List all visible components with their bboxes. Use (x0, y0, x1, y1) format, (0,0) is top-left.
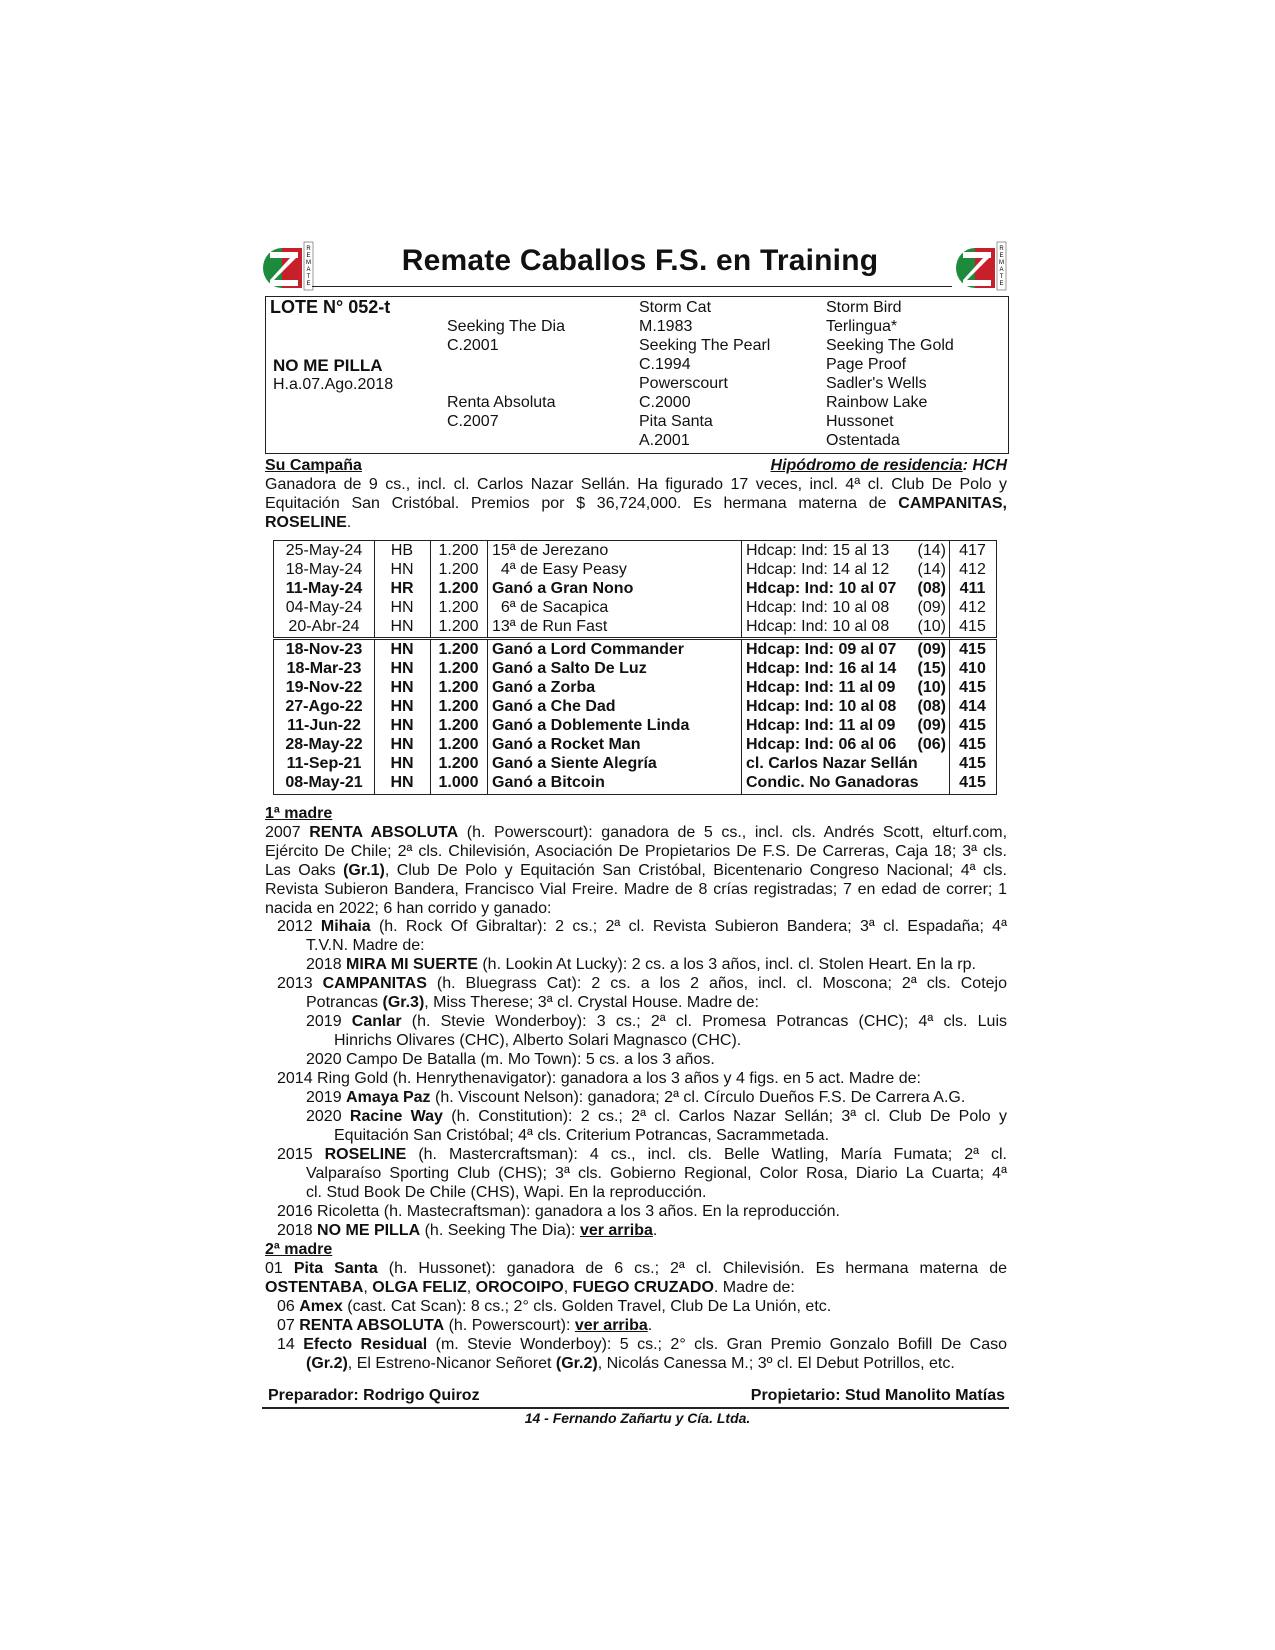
race-result: 6ª de Sacapica (492, 599, 609, 616)
race-row (274, 640, 996, 659)
svg-text:M: M (999, 260, 1004, 266)
dam-name: Renta Absoluta (447, 394, 556, 411)
race-cond: Condic. No Ganadoras (746, 774, 919, 791)
title-underline (312, 286, 952, 287)
race-field: (09) (917, 717, 946, 734)
text: (h. Powerscourt): (444, 1317, 575, 1334)
pedigree-g3: C.2000 (639, 394, 691, 411)
text: (cast. Cat Scan): 8 cs.; 2° cls. Golden Travel, Club De La Unión, etc. (342, 1298, 832, 1315)
name: OROCOIPO (475, 1279, 564, 1296)
grade: (Gr.3) (382, 994, 425, 1011)
wins-table (273, 639, 997, 795)
year: 2012 (277, 918, 321, 935)
text: (h. Rock Of Gibraltar): 2 cs.; 2ª cl. Revista Subieron Bandera; 3ª cl. Espadaña; 4ª (370, 918, 1007, 935)
race-row (274, 735, 996, 754)
campaign-siblings: CAMPANITAS, ROSELINE (265, 495, 1007, 531)
race-track: HN (390, 599, 414, 616)
race-row (274, 659, 996, 678)
race-field: (09) (917, 599, 946, 616)
horse-info: H.a.07.Ago.2018 (273, 376, 394, 393)
offspring-text (306, 993, 759, 1012)
race-weight: 417 (959, 542, 986, 559)
year: 07 (277, 1317, 300, 1334)
race-cond: Hdcap: Ind: 10 al 08 (746, 618, 890, 635)
race-dist: 1.200 (438, 599, 479, 616)
race-weight: 415 (959, 618, 986, 635)
text: (h. Bluegrass Cat): 2 cs. a los 2 años, incl. cl. Moscona; 2ª cls. Cotejo (426, 975, 1007, 992)
race-cond: Hdcap: Ind: 06 al 06 (746, 736, 897, 753)
race-date: 18-May-24 (285, 561, 363, 578)
dam-name: RENTA ABSOLUTA (309, 824, 459, 841)
race-cond: Hdcap: Ind: 10 al 08 (746, 599, 890, 616)
second-dam-heading: 2ª madre (265, 1241, 333, 1258)
second-dam-siblings (265, 1278, 795, 1297)
race-track: HR (390, 580, 414, 597)
race-track: HN (390, 660, 414, 677)
race-cond: Hdcap: Ind: 11 al 09 (746, 679, 896, 696)
offspring-amaya (306, 1088, 965, 1107)
race-dist: 1.200 (438, 660, 479, 677)
sep: , (466, 1279, 476, 1296)
race-row (274, 617, 996, 636)
name: Amex (299, 1298, 343, 1315)
race-field: (08) (917, 698, 946, 715)
name: Mihaia (320, 918, 371, 935)
offspring-amex (277, 1297, 831, 1316)
race-weight: 415 (959, 736, 986, 753)
pedigree-g4: Sadler's Wells (826, 375, 927, 392)
name: OSTENTABA (265, 1279, 364, 1296)
second-dam-paragraph (265, 1259, 1007, 1278)
name: OLGA FELIZ (372, 1279, 467, 1296)
bottom-rule (262, 1407, 1009, 1409)
svg-text:E: E (999, 253, 1004, 259)
year: 2019 (306, 1089, 347, 1106)
race-cond: Hdcap: Ind: 16 al 14 (746, 660, 897, 677)
name: RENTA ABSOLUTA (299, 1317, 445, 1334)
race-result: Ganó a Lord Commander (492, 641, 685, 658)
race-track: HN (390, 717, 414, 734)
race-weight: 415 (959, 755, 986, 772)
text: . (652, 1222, 658, 1239)
grade: (Gr.1) (343, 862, 385, 879)
race-dist: 1.200 (438, 717, 479, 734)
year: 2020 (306, 1108, 350, 1125)
text: (h. Lookin At Lucky): 2 cs. a los 3 años, incl. cl. Stolen Heart. En la rp. (477, 956, 976, 973)
offspring-renta (277, 1316, 652, 1335)
race-date: 11-Sep-21 (286, 755, 362, 772)
trainer: Preparador: Rodrigo Quiroz (268, 1387, 480, 1404)
race-result: Ganó a Doblemente Linda (492, 717, 690, 734)
text: , El Estreno-Nicanor Señoret (347, 1355, 556, 1372)
race-result: 4ª de Easy Peasy (492, 561, 627, 578)
year: 06 (277, 1298, 300, 1315)
race-dist: 1.200 (438, 580, 479, 597)
offspring-campanitas (277, 974, 1007, 993)
race-result: Ganó a Che Dad (492, 698, 616, 715)
pedigree-g3: Pita Santa (639, 413, 713, 430)
race-row (274, 579, 996, 598)
race-date: 18-Nov-23 (285, 641, 363, 658)
race-date: 11-Jun-22 (287, 717, 361, 734)
pedigree-g3: Seeking The Pearl (639, 337, 771, 354)
race-date: 19-Nov-22 (285, 679, 363, 696)
offspring-ricoletta: 2016 Ricoletta (h. Mastecraftsman): ganadora a los 3 años. En la reproducción. (277, 1203, 840, 1220)
year: 2015 (277, 1146, 325, 1163)
race-dist: 1.200 (438, 641, 479, 658)
race-weight: 415 (959, 679, 986, 696)
race-result: Ganó a Salto De Luz (492, 660, 647, 677)
race-field: (14) (917, 542, 946, 559)
race-date: 27-Ago-22 (285, 698, 363, 715)
residence (771, 456, 1007, 475)
residence-value: : HCH (962, 457, 1007, 474)
race-row (274, 773, 996, 792)
campaign-summary (265, 475, 1007, 532)
text: (h. Hussonet): ganadora de 6 cs.; 2ª cl. Chilevisión. Es hermana materna de (377, 1260, 1007, 1277)
race-row (274, 716, 996, 735)
see-above-link[interactable]: ver arriba (574, 1317, 648, 1334)
race-field: (09) (917, 641, 946, 658)
offspring-ring-gold: 2014 Ring Gold (h. Henrythenavigator): ganadora a los 3 años y 4 figs. en 5 act. Madre de: (277, 1070, 921, 1087)
race-track: HN (390, 618, 414, 635)
race-dist: 1.200 (438, 618, 479, 635)
race-track: HN (390, 774, 414, 791)
campaign-header (265, 456, 1007, 475)
race-result: 13ª de Run Fast (492, 618, 608, 635)
name: ROSELINE (324, 1146, 407, 1163)
race-dist: 1.200 (438, 561, 479, 578)
grade: (Gr.2) (555, 1355, 598, 1372)
race-track: HN (390, 755, 414, 772)
svg-text:R: R (306, 246, 311, 252)
residence-label: Hipódromo de residencia (770, 457, 963, 474)
race-weight: 410 (959, 660, 986, 677)
name: Amaya Paz (346, 1089, 431, 1106)
svg-text:E: E (999, 281, 1004, 287)
year: 2018 (306, 956, 347, 973)
race-cond: Hdcap: Ind: 09 al 07 (746, 641, 897, 658)
offspring-text: cl. Stud Book De Chile (CHS), Wapi. En la reproducción. (306, 1184, 707, 1201)
offspring-text: Equitación San Cristóbal; 4ª cls. Criterium Potrancas, Sacrammetada. (334, 1127, 830, 1144)
text: (h. Stevie Wonderboy): 3 cs.; 2ª cl. Promesa Potrancas (CHC); 4ª cls. Luis (401, 1013, 1007, 1030)
offspring-efecto (277, 1335, 1007, 1354)
race-date: 20-Abr-24 (288, 618, 360, 635)
race-field: (06) (917, 736, 946, 753)
race-row (274, 754, 996, 773)
race-date: 18-Mar-23 (286, 660, 362, 677)
text: (h. Viscount Nelson): ganadora; 2ª cl. Círculo Dueños F.S. De Carrera A.G. (430, 1089, 966, 1106)
lote-number: LOTE N° 052-t (270, 297, 391, 317)
pedigree-g3: Powerscourt (639, 375, 728, 392)
offspring-text (306, 1354, 955, 1373)
name: Racine Way (349, 1108, 443, 1125)
year: 2013 (277, 975, 323, 992)
offspring-no-me-pilla (277, 1221, 657, 1240)
race-date: 28-May-22 (285, 736, 363, 753)
pedigree-g4: Page Proof (826, 356, 907, 373)
name: CAMPANITAS (322, 975, 427, 992)
text: , Club De Polo y Equitación San Cristóbal, Bicentenario Congreso Nacional; 4ª cls. Revista Subieron Bandera, Francisco Vial Freire. Madre de 8 crías registradas; 7 en edad de correr; 1 nacida en 2022; 6 han corrido y ganado: (265, 862, 1008, 917)
pedigree-g4: Seeking The Gold (826, 337, 954, 354)
sire-info: C.2001 (447, 337, 499, 354)
race-result: 15ª de Jerezano (492, 542, 609, 559)
race-cond: Hdcap: Ind: 15 al 13 (746, 542, 890, 559)
race-result: Ganó a Gran Nono (492, 580, 634, 597)
pedigree-g3: M.1983 (639, 318, 693, 335)
year: 2018 (277, 1222, 318, 1239)
race-field: (10) (917, 618, 946, 635)
see-above-link[interactable]: ver arriba (579, 1222, 653, 1239)
recent-races-table (273, 540, 997, 638)
race-track: HN (390, 641, 414, 658)
race-weight: 412 (959, 561, 986, 578)
race-field: (08) (917, 580, 946, 597)
text: (m. Stevie Wonderboy): 5 cs.; 2° cls. Gran Premio Gonzalo Bofill De Caso (427, 1336, 1008, 1353)
svg-text:E: E (306, 253, 311, 259)
offspring-text: T.V.N. Madre de: (306, 937, 425, 954)
company-logo-left (262, 240, 314, 292)
year: 01 (265, 1260, 294, 1277)
svg-text:R: R (999, 246, 1004, 252)
offspring-mihaia (277, 917, 1007, 936)
pedigree-g4: Storm Bird (826, 299, 902, 316)
text: . (647, 1317, 653, 1334)
race-cond: Hdcap: Ind: 10 al 08 (746, 698, 897, 715)
race-result: Ganó a Siente Alegría (492, 755, 657, 772)
race-row (274, 541, 996, 560)
text: (h. Constitution): 2 cs.; 2ª cl. Carlos Nazar Sellán; 3ª cl. Club De Polo y (442, 1108, 1008, 1125)
year: 2019 (306, 1013, 352, 1030)
first-dam-paragraph (265, 823, 1007, 918)
text: (h. Seeking The Dia): (420, 1222, 580, 1239)
pedigree-g4: Ostentada (826, 432, 900, 449)
race-row (274, 560, 996, 579)
race-row (274, 697, 996, 716)
race-row (274, 598, 996, 617)
campaign-text-end: . (346, 514, 352, 531)
offspring-campo: 2020 Campo De Batalla (m. Mo Town): 5 cs. a los 3 años. (306, 1051, 715, 1068)
pedigree-g3: A.2001 (639, 432, 690, 449)
race-result: Ganó a Rocket Man (492, 736, 641, 753)
race-date: 08-May-21 (285, 774, 363, 791)
sire-name: Seeking The Dia (447, 318, 565, 335)
year: 14 (277, 1336, 304, 1353)
year: 2007 (265, 824, 310, 841)
race-weight: 415 (959, 774, 986, 791)
pedigree-g3: Storm Cat (639, 299, 712, 316)
svg-text:T: T (999, 274, 1004, 280)
svg-text:A: A (306, 267, 311, 273)
race-row (274, 678, 996, 697)
name: NO ME PILLA (317, 1222, 421, 1239)
dam-name: Pita Santa (293, 1260, 378, 1277)
race-weight: 414 (959, 698, 986, 715)
race-dist: 1.200 (438, 698, 479, 715)
race-dist: 1.200 (438, 679, 479, 696)
race-date: 11-May-24 (285, 580, 363, 597)
pedigree-g3: C.1994 (639, 356, 691, 373)
race-dist: 1.000 (438, 774, 479, 791)
pedigree-g4: Hussonet (826, 413, 894, 430)
text: . Madre de: (713, 1279, 795, 1296)
race-track: HN (390, 698, 414, 715)
offspring-text: Hinrichs Olivares (CHC), Alberto Solari Magnasco (CHC). (334, 1032, 742, 1049)
offspring-roseline (277, 1145, 1007, 1164)
sep: , (363, 1279, 373, 1296)
race-dist: 1.200 (438, 736, 479, 753)
svg-text:E: E (306, 281, 311, 287)
campaign-heading: Su Campaña (265, 457, 362, 474)
text: (h. Powerscourt): ganadora de 5 cs., incl. cls. Andrés Scott, elturf.com, Ejército De Chile; 2ª cls. Chilevisión, Asociación De Propietarios De F.S. De Carreras, Caja 18; 3ª cls. Las Oaks (265, 824, 1008, 879)
pedigree-g4: Terlingua* (826, 318, 898, 335)
svg-text:M: M (306, 260, 311, 266)
race-field: (10) (917, 679, 946, 696)
name: Efecto Residual (303, 1336, 428, 1353)
pedigree-g4: Rainbow Lake (826, 394, 928, 411)
race-cond: Hdcap: Ind: 14 al 12 (746, 561, 890, 578)
name: MIRA MI SUERTE (346, 956, 478, 973)
offspring-mira (306, 955, 976, 974)
first-dam-heading: 1ª madre (265, 805, 333, 822)
text: , Nicolás Canessa M.; 3º cl. El Debut Potrillos, etc. (597, 1355, 955, 1372)
race-field: (14) (917, 561, 946, 578)
race-weight: 412 (959, 599, 986, 616)
race-dist: 1.200 (438, 542, 479, 559)
sep: , (563, 1279, 573, 1296)
offspring-text: Valparaíso Sporting Club (CHS); 3ª cls. Gobierno Regional, Color Rosa, Diario La Cuarta; 4ª (306, 1165, 1007, 1182)
page-footer: 14 - Fernando Zañartu y Cía. Ltda. (524, 1410, 751, 1426)
race-field: (15) (917, 660, 946, 677)
race-track: HN (390, 561, 414, 578)
race-weight: 411 (959, 580, 986, 597)
race-weight: 415 (959, 717, 986, 734)
text: (h. Mastercraftsman): 4 cs., incl. cls. Belle Watling, María Fumata; 2ª cl. (406, 1146, 1007, 1163)
race-date: 04-May-24 (285, 599, 363, 616)
name: FUEGO CRUZADO (572, 1279, 714, 1296)
text: , Miss Therese; 3ª cl. Crystal House. Madre de: (424, 994, 759, 1011)
race-track: HN (390, 679, 414, 696)
race-weight: 415 (959, 641, 986, 658)
page-title: Remate Caballos F.S. en Training (401, 244, 879, 277)
race-date: 25-May-24 (285, 542, 363, 559)
race-track: HN (390, 736, 414, 753)
race-track: HB (390, 542, 414, 559)
owner: Propietario: Stud Manolito Matías (750, 1387, 1005, 1404)
dam-info: C.2007 (447, 413, 499, 430)
horse-name: NO ME PILLA (273, 356, 383, 375)
race-result: Ganó a Zorba (492, 679, 596, 696)
svg-text:A: A (999, 267, 1004, 273)
race-dist: 1.200 (438, 755, 479, 772)
grade: (Gr.2) (306, 1355, 348, 1372)
race-cond: Hdcap: Ind: 10 al 07 (746, 580, 897, 597)
race-cond: Hdcap: Ind: 11 al 09 (746, 717, 896, 734)
svg-text:T: T (306, 274, 311, 280)
offspring-canlar (306, 1012, 1007, 1031)
company-logo-right (955, 240, 1007, 292)
offspring-racine (306, 1107, 1007, 1126)
name: Canlar (351, 1013, 402, 1030)
text: Potrancas (306, 994, 383, 1011)
campaign-text: Ganadora de 9 cs., incl. cl. Carlos Nazar Sellán. Ha figurado 17 veces, incl. 4ª cl. Club De Polo y Equitación San Cristóbal. Premios por $ 36,724,000. Es hermana materna de (265, 476, 1007, 512)
race-result: Ganó a Bitcoin (492, 774, 605, 791)
race-cond: cl. Carlos Nazar Sellán (746, 755, 918, 772)
